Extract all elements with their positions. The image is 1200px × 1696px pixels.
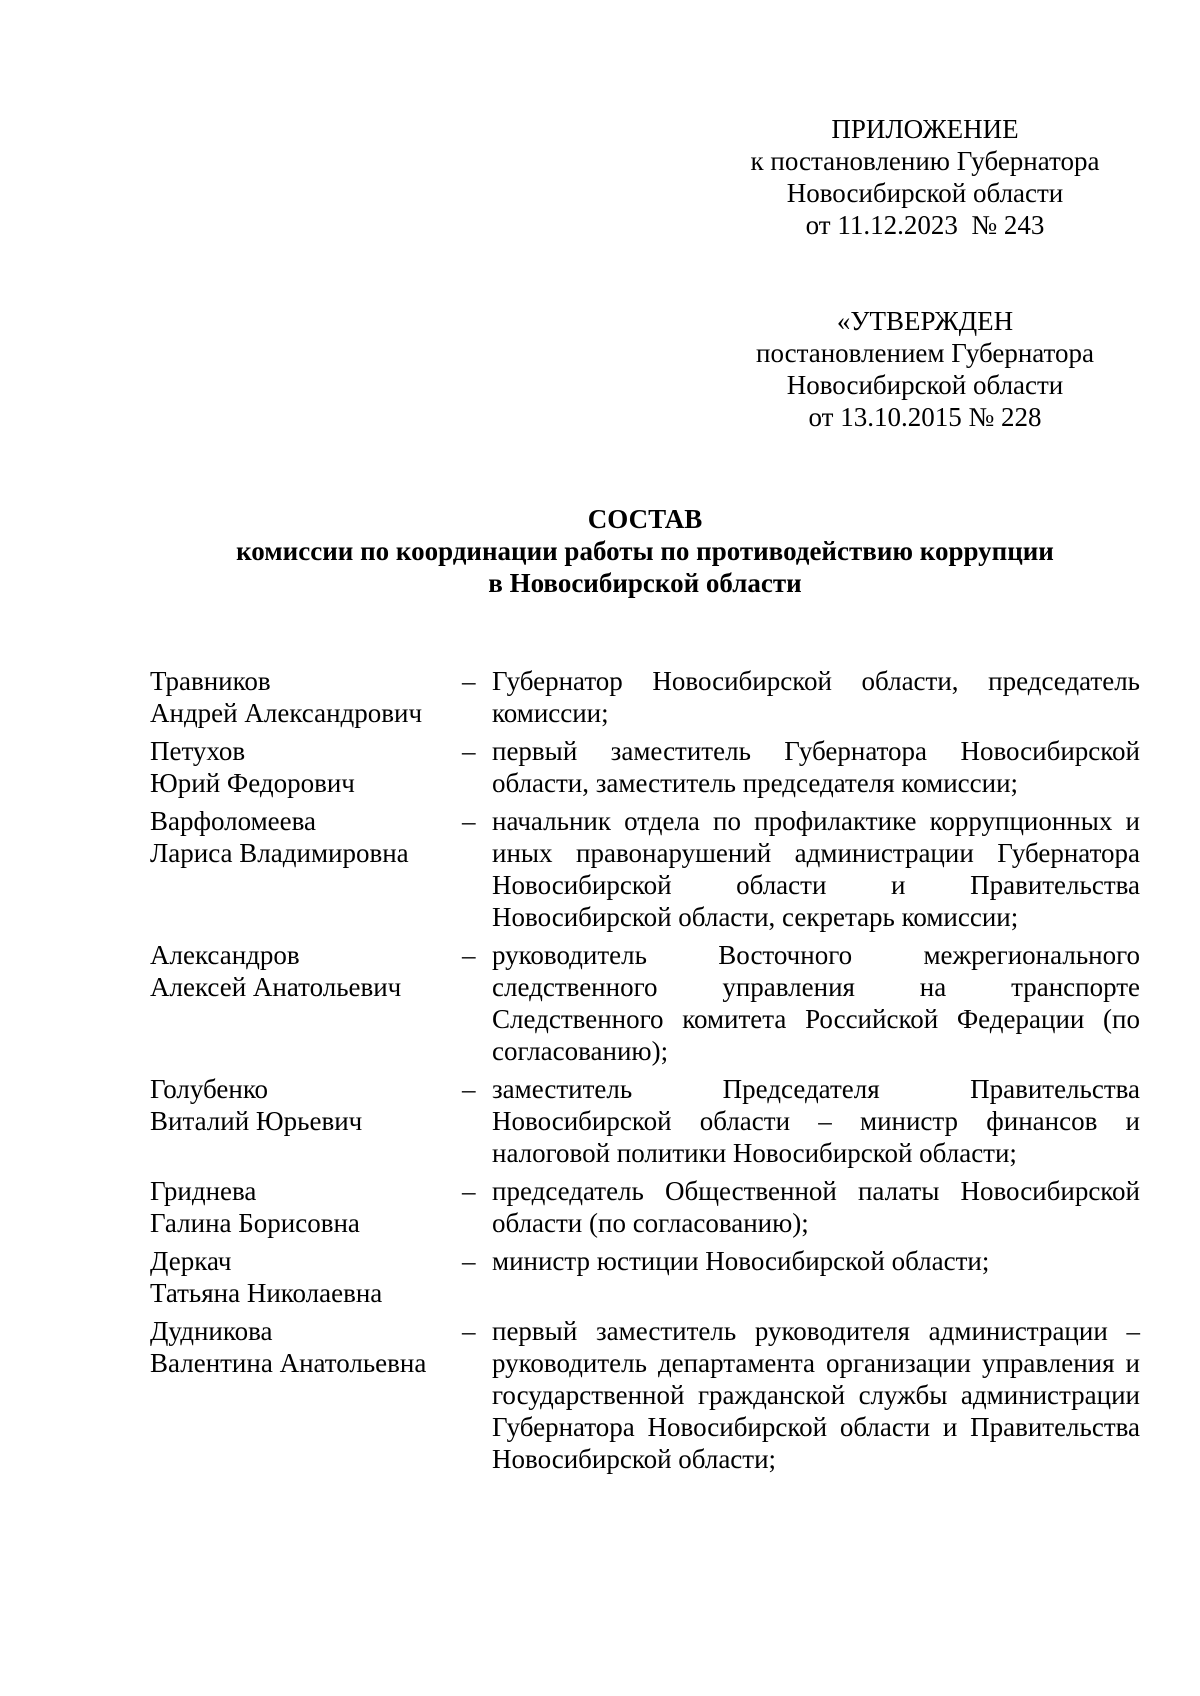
member-given-names: Андрей Александрович: [150, 698, 423, 728]
document-heading: [150, 503, 1140, 599]
annex-region: Новосибирской области: [786, 178, 1064, 208]
member-role: министр юстиции Новосибирской области;: [492, 1246, 990, 1276]
member-role: начальник отдела по профилактике коррупционных и иных правонарушений администрации Губернатора Новосибирской области и Правительства Новосибирской области, секретарь комиссии;: [492, 806, 1140, 932]
member-given-names: Валентина Анатольевна: [150, 1348, 427, 1378]
member-role: заместитель Председателя Правительства Новосибирской области – министр финансов и налоговой политики Новосибирской области;: [492, 1074, 1140, 1168]
member-row: [150, 1245, 1140, 1309]
member-row: [150, 805, 1140, 933]
member-given-names: Галина Борисовна: [150, 1208, 360, 1238]
annex-reference: к постановлению Губернатора: [750, 146, 1100, 176]
member-role: первый заместитель Губернатора Новосибирской области, заместитель председателя комиссии;: [492, 736, 1140, 798]
dash-separator: –: [462, 806, 476, 836]
member-role: председатель Общественной палаты Новосибирской области (по согласованию);: [492, 1176, 1140, 1238]
dash-separator: –: [462, 940, 476, 970]
member-given-names: Виталий Юрьевич: [150, 1106, 363, 1136]
dash-separator: –: [462, 1074, 476, 1104]
member-surname: Петухов: [150, 736, 246, 766]
dash-separator: –: [462, 1246, 476, 1276]
annex-label: ПРИЛОЖЕНИЕ: [831, 114, 1019, 144]
member-surname: Варфоломеева: [150, 806, 317, 836]
member-name: [150, 1245, 462, 1309]
member-surname: Травников: [150, 666, 271, 696]
dash-separator: –: [462, 736, 476, 766]
member-row: [150, 665, 1140, 729]
heading-subtitle-line1: комиссии по координации работы по противодействию коррупции: [236, 536, 1054, 566]
member-name: [150, 1315, 462, 1379]
member-given-names: Юрий Федорович: [150, 768, 355, 798]
member-given-names: Татьяна Николаевна: [150, 1278, 383, 1308]
member-surname: Александров: [150, 940, 300, 970]
commission-member-list: [150, 665, 1140, 1481]
member-row: [150, 1315, 1140, 1475]
dash-separator: –: [462, 1316, 476, 1346]
dash-separator: –: [462, 666, 476, 696]
annex-date-number: от 11.12.2023 № 243: [805, 210, 1045, 240]
member-name: [150, 1175, 462, 1239]
approval-label: «УТВЕРЖДЕН: [836, 306, 1014, 336]
approval-reference: постановлением Губернатора: [756, 338, 1094, 368]
heading-subtitle-line2: в Новосибирской области: [488, 568, 802, 598]
approval-stamp-block: [735, 305, 1115, 433]
approval-region: Новосибирской области: [786, 370, 1064, 400]
member-row: [150, 1175, 1140, 1239]
member-name: [150, 805, 462, 869]
member-role: первый заместитель руководителя администрации – руководитель департамента организации управления и государственной гражданской службы администрации Губернатора Новосибирской области и Правительства Новосибирской области;: [492, 1316, 1140, 1474]
member-surname: Голубенко: [150, 1074, 269, 1104]
member-role: руководитель Восточного межрегионального следственного управления на транспорте Следственного комитета Российской Федерации (по согласованию);: [492, 940, 1140, 1066]
member-given-names: Лариса Владимировна: [150, 838, 409, 868]
member-role: Губернатор Новосибирской области, председатель комиссии;: [492, 666, 1140, 728]
member-row: [150, 735, 1140, 799]
member-given-names: Алексей Анатольевич: [150, 972, 402, 1002]
member-surname: Гриднева: [150, 1176, 257, 1206]
member-name: [150, 665, 462, 729]
approval-date-number: от 13.10.2015 № 228: [808, 402, 1042, 432]
heading-title: СОСТАВ: [587, 504, 703, 534]
member-row: [150, 1073, 1140, 1169]
member-row: [150, 939, 1140, 1067]
dash-separator: –: [462, 1176, 476, 1206]
member-name: [150, 939, 462, 1003]
member-name: [150, 1073, 462, 1137]
member-surname: Дудникова: [150, 1316, 273, 1346]
member-name: [150, 735, 462, 799]
member-surname: Деркач: [150, 1246, 232, 1276]
annex-block: [735, 113, 1115, 241]
